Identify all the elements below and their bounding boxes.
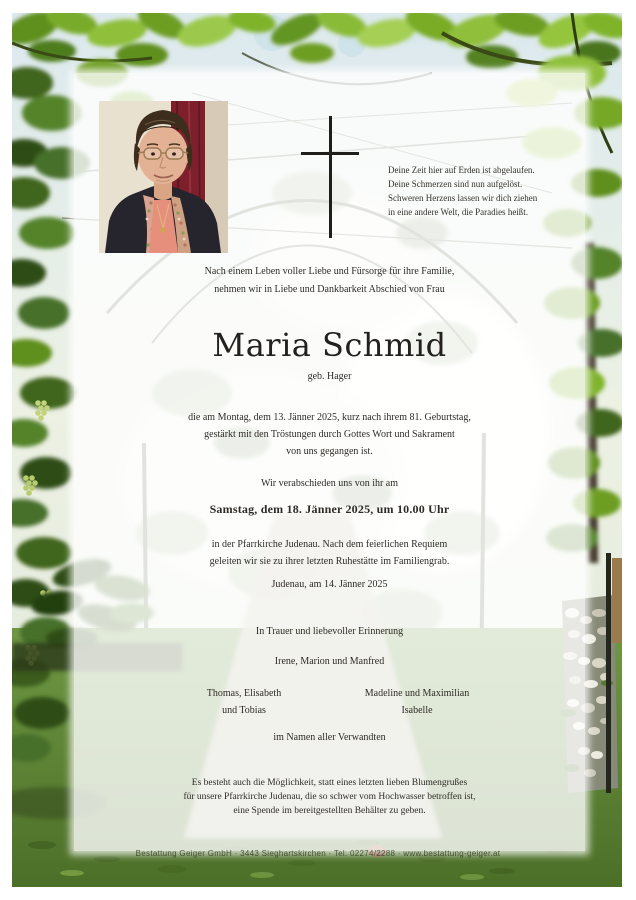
wood-edge (612, 558, 622, 643)
donation-line: für unsere Pfarrkirche Judenau, die so schwer vom Hochwasser betroffen ist, (183, 792, 476, 802)
donation-line: eine Spende im bereitgestellten Behälter zu geben. (233, 806, 426, 816)
pergola-post (606, 553, 611, 793)
portrait-photo (99, 101, 228, 253)
mourner-line: Madeline und Maximilian (364, 688, 470, 699)
intro-text (74, 263, 585, 299)
intro-line: Nach einem Leben voller Liebe und Fürsorge für ihre Familie, (204, 266, 455, 277)
donation-note (74, 776, 585, 818)
memorial-poem (388, 163, 537, 219)
farewell-intro: Wir verabschieden uns von ihr am (260, 478, 399, 489)
funeral-details-line: in der Pfarrkirche Judenau. Nach dem feierlichen Requiem (211, 539, 448, 550)
obituary-line: die am Montag, dem 13. Jänner 2025, kurz nach ihrem 81. Geburtstag, (188, 412, 471, 423)
mourning-header: In Trauer und liebevoller Erinnerung (255, 626, 404, 637)
cross-vertical (329, 116, 332, 238)
mourner-line: und Tobias (222, 705, 266, 716)
poem-line: in eine andere Welt, die Paradies heißt. (388, 207, 529, 217)
poem-line: Schweren Herzens lassen wir dich ziehen (388, 193, 538, 203)
intro-line: nehmen wir in Liebe und Dankbarkeit Abschied von Frau (214, 284, 445, 295)
funeral-details-line: geleiten wir sie zu ihrer letzten Ruhestätte im Familiengrab. (209, 556, 450, 567)
mourners-main: Irene, Marion und Manfred (274, 656, 385, 667)
funeral-date: Samstag, dem 18. Jänner 2025, um 10.00 Uhr (209, 502, 450, 516)
poem-line: Deine Schmerzen sind nun aufgelöst. (388, 179, 523, 189)
funeral-details (74, 536, 585, 570)
funeral-home-footer: Bestattung Geiger GmbH · 3443 Sieghartskirchen · Tel. 02274/2288 · www.bestattung-geiger.at (135, 849, 501, 858)
donation-line: Es besteht auch die Möglichkeit, statt eines letzten lieben Blumengrußes (191, 778, 468, 788)
obituary-line: gestärkt mit den Tröstungen durch Gottes Wort und Sakrament (204, 429, 455, 440)
obituary-paragraph (74, 409, 585, 460)
poem-line: Deine Zeit hier auf Erden ist abgelaufen. (388, 165, 535, 175)
mourners-right-column (317, 685, 517, 719)
place-dateline: Judenau, am 14. Jänner 2025 (271, 579, 388, 590)
mourner-line: Thomas, Elisabeth (206, 688, 282, 699)
cross-horizontal (301, 152, 359, 155)
mourners-left-column (144, 685, 344, 719)
mourners-footer: im Namen aller Verwandten (273, 732, 386, 743)
mourner-line: Isabelle (401, 705, 433, 716)
maiden-name: geb. Hager (307, 371, 352, 382)
portrait-illustration (99, 101, 228, 253)
deceased-name: Maria Schmid (212, 326, 447, 364)
announcement-panel (74, 73, 585, 851)
obituary-line: von uns gegangen ist. (286, 446, 373, 457)
memorial-card (12, 13, 622, 887)
